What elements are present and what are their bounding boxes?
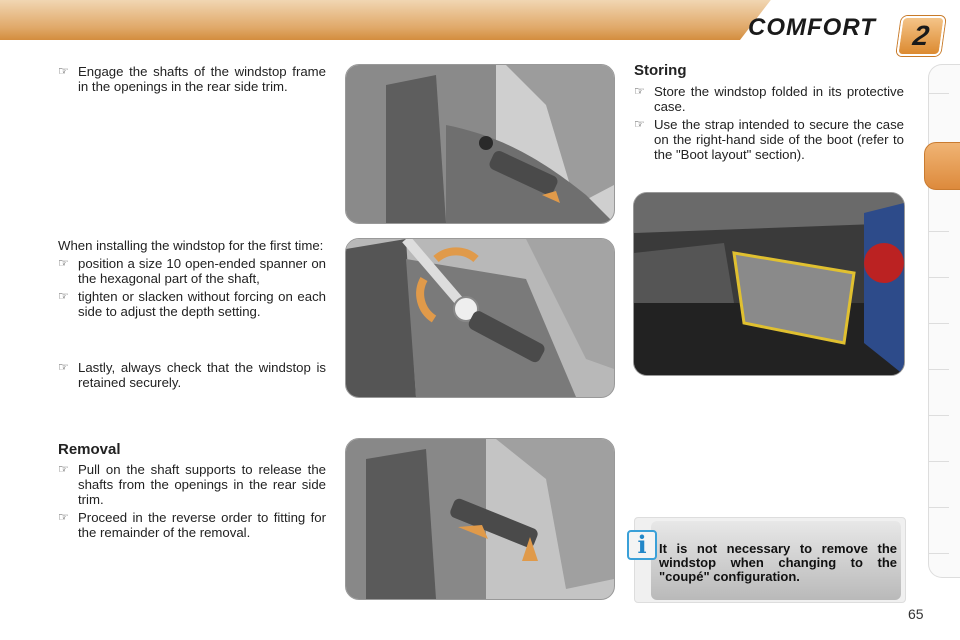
tab-divider (929, 277, 949, 278)
chapter-tab-active (924, 142, 960, 190)
tab-divider (929, 461, 949, 462)
boot-storage-illustration (634, 193, 904, 375)
removal-illustration (346, 439, 614, 599)
storing-heading: Storing (634, 62, 687, 79)
tab-divider (929, 369, 949, 370)
tab-divider (929, 415, 949, 416)
page-number: 65 (908, 606, 924, 622)
step-lastly (58, 360, 326, 390)
removal-bullet: Pull on the shaft supports to release the shafts from the openings in the rear side trim. (78, 462, 326, 507)
chapter-badge: 2 (896, 16, 946, 56)
page-title: COMFORT (748, 14, 876, 41)
pointing-hand-icon: ☞ (58, 64, 69, 78)
pointing-hand-icon: ☞ (634, 84, 645, 98)
pointing-hand-icon: ☞ (58, 510, 69, 524)
pointing-hand-icon: ☞ (58, 289, 69, 303)
pointing-hand-icon: ☞ (58, 360, 69, 374)
tab-divider (929, 93, 949, 94)
step-lastly-text: Lastly, always check that the windstop is retained securely. (78, 360, 326, 390)
storing-bullet: Store the windstop folded in its protective case. (654, 84, 904, 114)
photo-spanner-adjust (345, 238, 615, 398)
step-engage (58, 64, 326, 94)
photo-boot-storage (633, 192, 905, 376)
install-intro: When installing the windstop for the first time: (58, 238, 324, 253)
photo-removal (345, 438, 615, 600)
pointing-hand-icon: ☞ (634, 117, 645, 131)
tab-divider (929, 553, 949, 554)
removal-section (58, 462, 326, 540)
tab-divider (929, 507, 949, 508)
install-section (58, 238, 326, 319)
tab-divider (929, 323, 949, 324)
storing-section (634, 84, 904, 162)
removal-bullet: Proceed in the reverse order to fitting for the remainder of the removal. (78, 510, 326, 540)
pointing-hand-icon: ☞ (58, 256, 69, 270)
photo-shaft-engage (345, 64, 615, 224)
spanner-adjust-illustration (346, 239, 614, 397)
pointing-hand-icon: ☞ (58, 462, 69, 476)
storing-bullet: Use the strap intended to secure the case on the right-hand side of the boot (refer to the "Boot layout" section). (654, 117, 904, 162)
removal-heading: Removal (58, 441, 121, 458)
shaft-engage-illustration (346, 65, 614, 223)
info-icon: i (627, 530, 657, 560)
install-bullet: tighten or slacken without forcing on each side to adjust the depth setting. (78, 289, 326, 319)
install-bullet: position a size 10 open-ended spanner on the hexagonal part of the shaft, (78, 256, 326, 286)
tab-divider (929, 231, 949, 232)
info-box-text: It is not necessary to remove the windstop when changing to the "coupé" configuration. (659, 541, 897, 584)
step-engage-text: Engage the shafts of the windstop frame in the openings in the rear side trim. (78, 64, 326, 94)
